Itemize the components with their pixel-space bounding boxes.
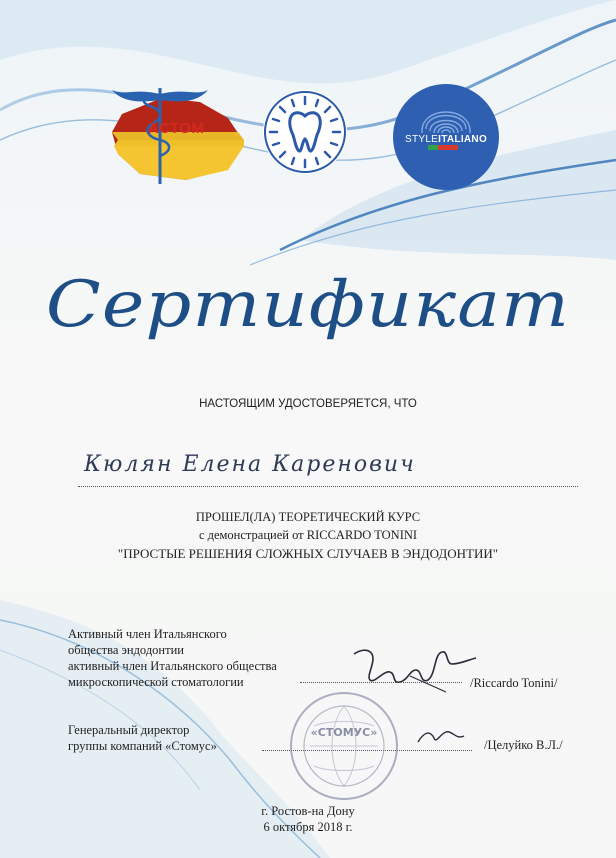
footer-date: 6 октября 2018 г. <box>263 820 353 834</box>
certify-line: НАСТОЯЩИМ УДОСТОВЕРЯЕТСЯ, ЧТО <box>199 398 417 410</box>
signatory-2-line: группы компаний «Стомус» <box>68 739 217 753</box>
signatory-1-title <box>68 626 277 690</box>
stamp-center-text: «СТОМУС» <box>310 726 378 739</box>
signatory-2-line: Генеральный директор <box>68 723 190 737</box>
name-dotted-line <box>78 478 578 487</box>
signatory-1-line: Активный член Итальянского <box>68 627 227 641</box>
certificate-title: Сертификат <box>45 268 571 342</box>
tooth-emblem-icon <box>262 89 348 175</box>
style-italiano-text <box>392 134 500 145</box>
course-title: "ПРОСТЫЕ РЕШЕНИЯ СЛОЖНЫХ СЛУЧАЕВ В ЭНДОДОНТИИ" <box>117 546 499 561</box>
style-italiano-text-bold: ITALIANO <box>438 134 488 145</box>
asstom-logo-text: АСТОМ <box>148 120 205 137</box>
recipient-name: Кюлян Елена Каренович <box>84 452 416 477</box>
footer-city: г. Ростов-на Дону <box>261 804 355 818</box>
course-line-1: ПРОШЕЛ(ЛА) ТЕОРЕТИЧЕСКИЙ КУРС <box>195 510 421 524</box>
course-line-2: с демонстрацией от RICCARDO TONINI <box>198 528 418 542</box>
signatory-1-line: общества эндодонтии <box>68 643 184 657</box>
signatory-2-title <box>68 722 217 754</box>
company-stamp <box>288 690 400 802</box>
signatory-1-name: /Riccardo Tonini/ <box>470 676 558 690</box>
signatory-2-name: /Целуйко В.Л./ <box>484 738 563 752</box>
signature-line-1 <box>300 682 462 683</box>
signature-tonini <box>350 640 480 696</box>
signatory-1-line: микроскопической стоматологии <box>68 675 244 689</box>
signature-tseluyko <box>416 722 466 752</box>
signatory-1-line: активный член Итальянского общества <box>68 659 277 673</box>
style-italiano-text-light: STYLE <box>404 134 439 145</box>
